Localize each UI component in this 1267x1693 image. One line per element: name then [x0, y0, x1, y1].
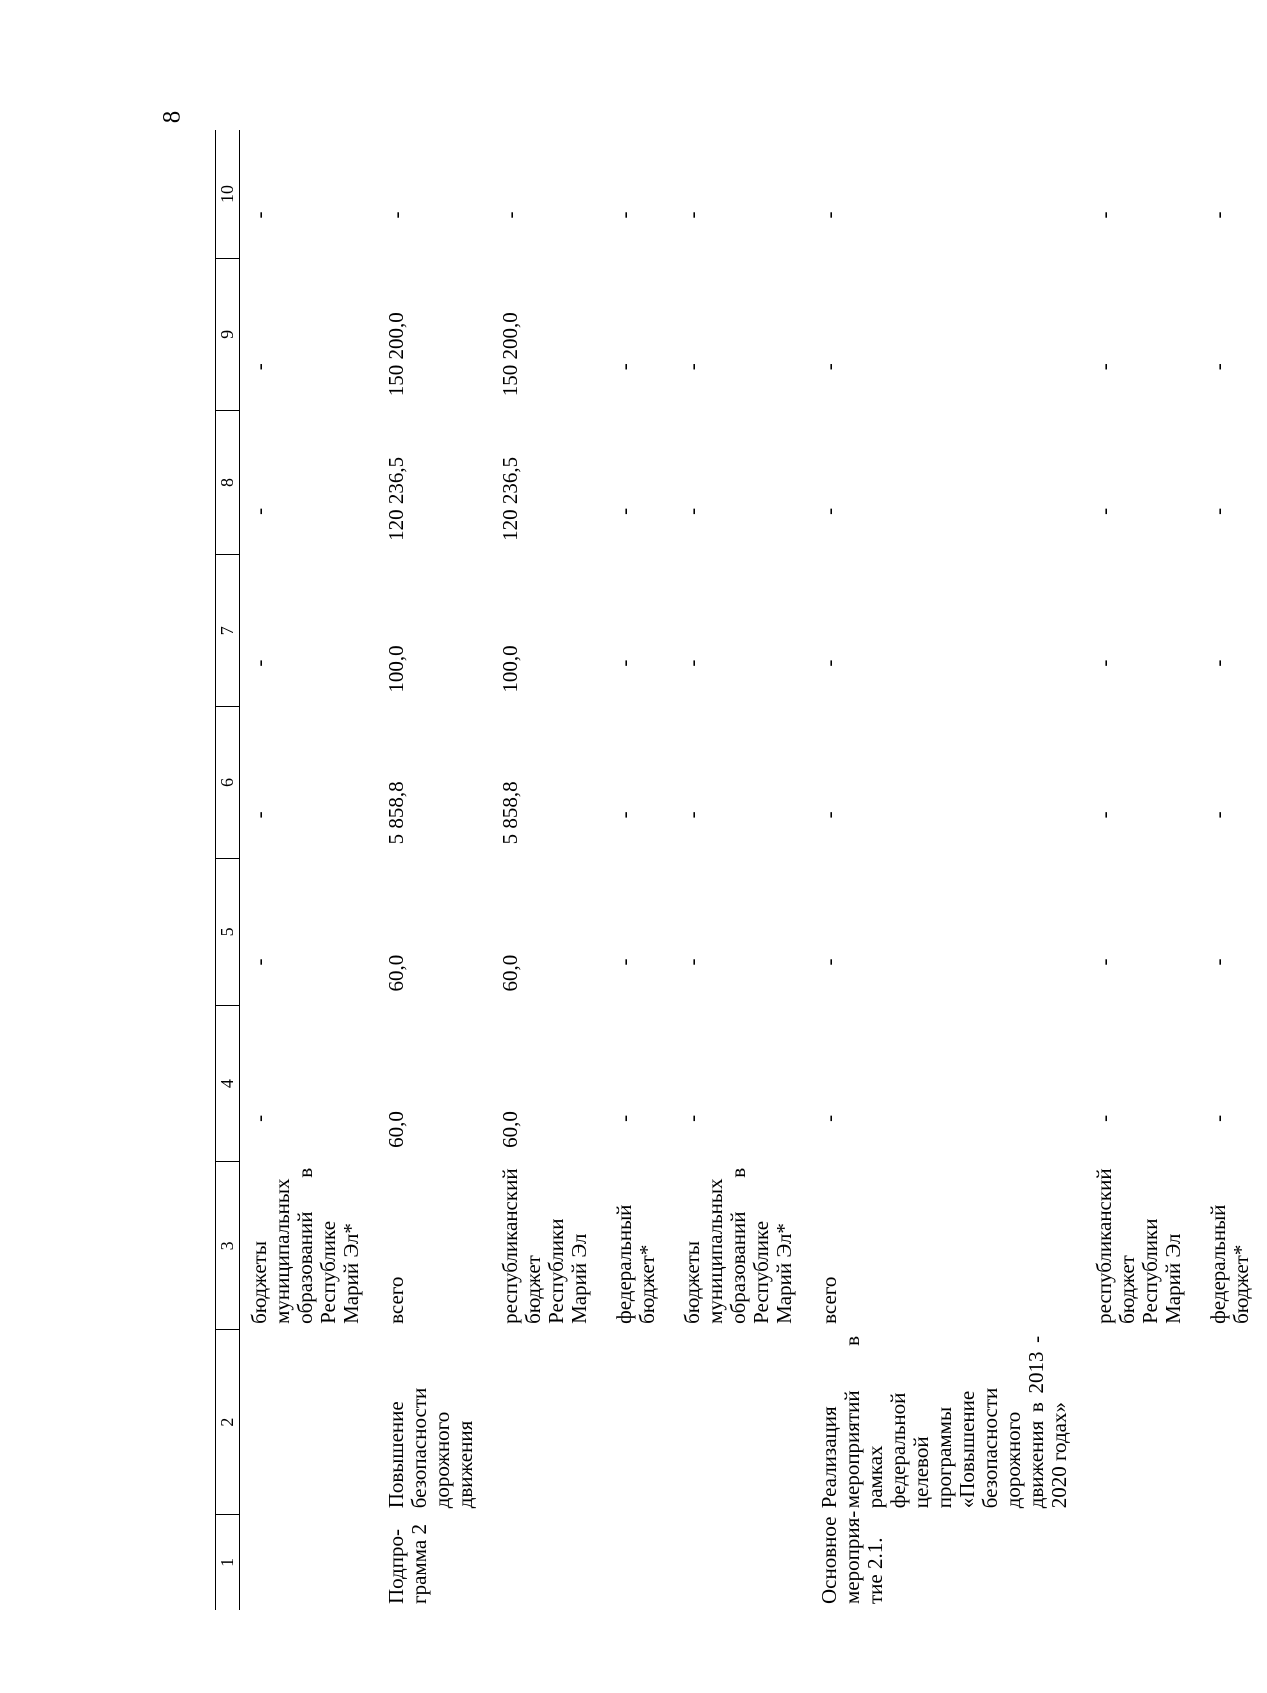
column-header: 2 — [216, 1330, 240, 1514]
table-cell: - — [247, 958, 271, 966]
table-cell: - — [1092, 211, 1116, 219]
table-cell — [1085, 1514, 1199, 1610]
table-cell: - — [1092, 811, 1116, 819]
table-cell: - — [817, 659, 841, 667]
table-row — [377, 130, 491, 1610]
table-cell: 5 858,8 — [384, 781, 408, 845]
table-cell: - — [1206, 958, 1230, 966]
table-row — [605, 130, 673, 1610]
table-cell: Основное мероприя-тие 2.1. — [817, 1510, 887, 1604]
column-header: 5 — [216, 858, 240, 1005]
table-cell: - — [247, 811, 271, 819]
table-cell — [605, 1330, 673, 1514]
table-cell: - — [1092, 507, 1116, 515]
table-cell: - — [612, 811, 636, 819]
table-cell: - — [1206, 507, 1230, 515]
table-cell — [673, 1330, 810, 1514]
table-cell: - — [612, 958, 636, 966]
table-row — [491, 130, 605, 1610]
table-cell: - — [817, 363, 841, 371]
table-cell: 100,0 — [498, 645, 522, 693]
table-row — [810, 130, 1085, 1610]
table-cell: - — [680, 811, 704, 819]
table-cell: 100,0 — [384, 645, 408, 693]
table-cell: - — [1092, 958, 1116, 966]
table-cell: бюджеты муниципальных образований в Республике Марий Эл* — [680, 1167, 796, 1324]
table-cell: - — [817, 1114, 841, 1122]
table-cell — [673, 1514, 810, 1610]
table-cell: федеральный бюджет* — [1206, 1204, 1253, 1324]
table-cell — [491, 1330, 605, 1514]
table-cell: - — [247, 211, 271, 219]
table-cell — [1199, 1330, 1267, 1514]
table-cell — [240, 1514, 378, 1610]
table-cell: - — [247, 507, 271, 515]
table-cell: республиканский бюджет Республики Марий Эл — [498, 1168, 591, 1324]
table-cell: - — [247, 659, 271, 667]
table-cell: - — [817, 507, 841, 515]
table-cell: - — [1206, 659, 1230, 667]
table-row — [1085, 130, 1199, 1610]
column-header: 6 — [216, 707, 240, 859]
table-cell: - — [1092, 363, 1116, 371]
budget-table — [215, 130, 1267, 1610]
table-cell: всего — [384, 1276, 408, 1324]
table-cell: - — [817, 958, 841, 966]
table-cell: 60,0 — [384, 954, 408, 992]
table-row — [240, 130, 378, 1610]
table-cell — [491, 1514, 605, 1610]
table-cell: - — [817, 211, 841, 219]
table-cell: 120 236,5 — [384, 456, 408, 541]
column-header: 3 — [216, 1162, 240, 1330]
table-cell: - — [612, 507, 636, 515]
column-header: 4 — [216, 1005, 240, 1161]
table-cell: - — [680, 211, 704, 219]
table-cell: - — [612, 211, 636, 219]
table-cell: - — [612, 1114, 636, 1122]
table-cell: - — [384, 211, 408, 219]
column-header: 8 — [216, 410, 240, 555]
column-header: 7 — [216, 555, 240, 707]
table-cell: республиканский бюджет Республики Марий Эл — [1092, 1168, 1185, 1324]
table-cell: - — [680, 958, 704, 966]
table-cell: - — [1206, 211, 1230, 219]
table-cell: - — [680, 363, 704, 371]
table-cell: 5 858,8 — [498, 781, 522, 845]
table-cell: всего — [817, 1276, 841, 1324]
table-cell: - — [1206, 811, 1230, 819]
table-cell: - — [680, 1114, 704, 1122]
column-header: 1 — [216, 1514, 240, 1610]
table-cell: 60,0 — [498, 1111, 522, 1148]
table-cell: - — [1206, 363, 1230, 371]
table-row — [1199, 130, 1267, 1610]
table-cell: - — [680, 659, 704, 667]
table-header-row — [216, 130, 240, 1610]
table-cell: Реализация мероприятий в рамках федеральной целевой программы «Повышение безопасности дорожного движения в 2013 - 2020 годах» — [817, 1335, 1071, 1509]
table-cell: бюджеты муниципальных образований в Республике Марий Эл* — [247, 1167, 363, 1324]
table-cell — [605, 1514, 673, 1610]
page-number: 8 — [158, 110, 186, 124]
table-cell: 60,0 — [384, 1111, 408, 1148]
table-cell: - — [498, 211, 522, 219]
table-cell — [1199, 1514, 1267, 1610]
table-cell: 60,0 — [498, 954, 522, 992]
table-cell: 150 200,0 — [498, 312, 522, 397]
table-cell: - — [817, 811, 841, 819]
table-row — [673, 130, 810, 1610]
table-cell: 120 236,5 — [498, 456, 522, 541]
table-cell: Повышение безопасности дорожного движения — [384, 1387, 477, 1509]
table-cell: - — [247, 1114, 271, 1122]
table-cell: - — [1206, 1114, 1230, 1122]
column-header: 10 — [216, 130, 240, 258]
table-cell: - — [612, 659, 636, 667]
table-cell: - — [1092, 1114, 1116, 1122]
table-cell: - — [612, 363, 636, 371]
table-cell: федеральный бюджет* — [612, 1204, 659, 1324]
column-header: 9 — [216, 258, 240, 410]
table-cell: Подпро-грамма 2 — [384, 1524, 431, 1604]
table-cell: 150 200,0 — [384, 312, 408, 397]
table-cell: - — [1092, 659, 1116, 667]
table-cell — [240, 1330, 378, 1514]
table-cell: - — [247, 363, 271, 371]
budget-table-rotated — [215, 130, 1253, 1610]
table-cell — [1085, 1330, 1199, 1514]
table-cell: - — [680, 507, 704, 515]
